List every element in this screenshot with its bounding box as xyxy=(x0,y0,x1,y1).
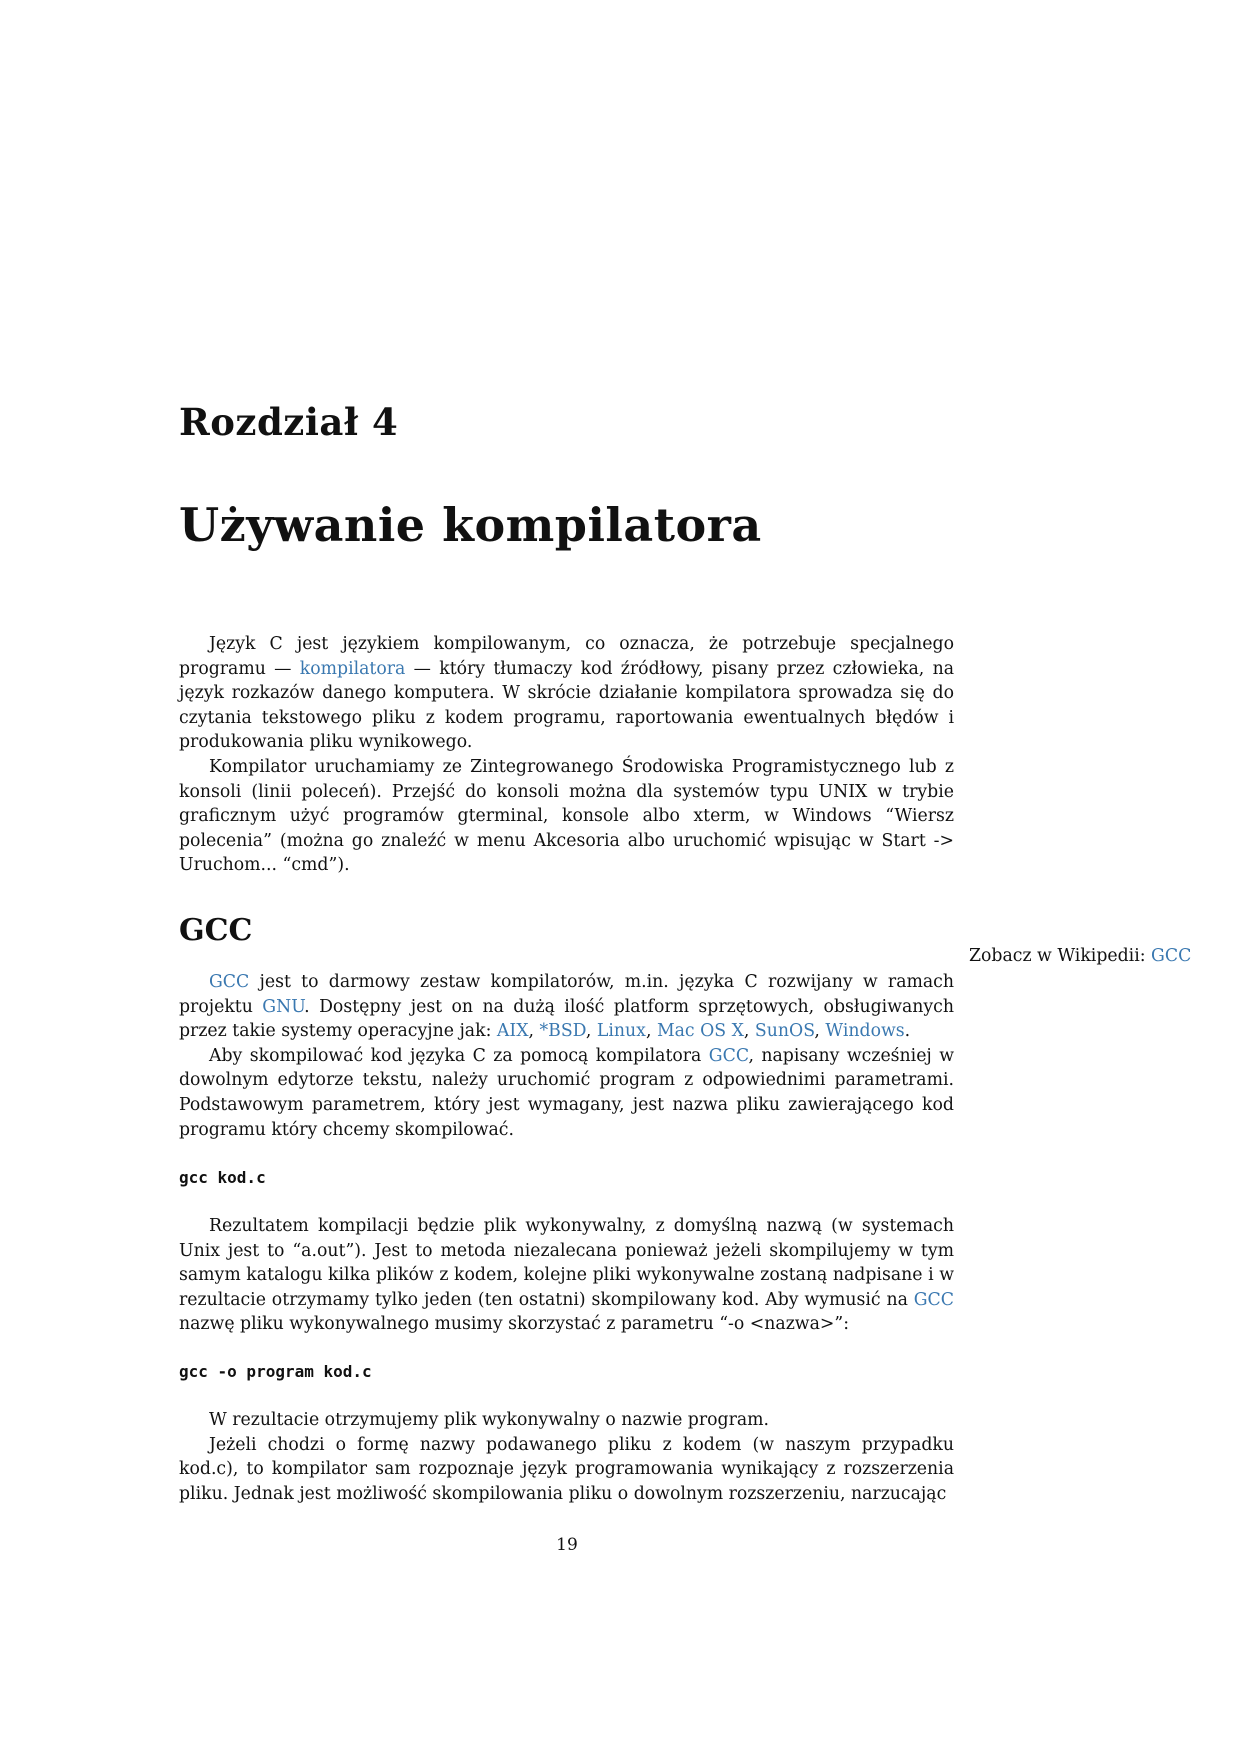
separator: , xyxy=(528,1021,540,1042)
gcc-text-1 xyxy=(179,970,954,1142)
link-gcc[interactable]: GCC xyxy=(209,972,250,992)
link-gcc-3[interactable]: GCC xyxy=(913,1289,954,1310)
code-example-2: gcc -o program kod.c xyxy=(179,1362,372,1381)
intro-text xyxy=(179,632,954,878)
gcc-paragraph-3 xyxy=(179,1214,954,1337)
chapter-title: Używanie kompilatora xyxy=(179,498,762,552)
text-run: nazwę pliku wykonywalnego musimy skorzystać z parametru “-o <nazwa>”: xyxy=(179,1314,850,1335)
gcc-paragraph-2 xyxy=(179,1044,954,1142)
gcc-text-3 xyxy=(179,1408,954,1506)
wikipedia-margin-note xyxy=(969,946,1229,966)
chapter-label: Rozdział 4 xyxy=(179,400,399,444)
link-os-sunos[interactable]: SunOS xyxy=(754,1021,815,1042)
separator: , xyxy=(585,1021,597,1042)
gcc-text-2 xyxy=(179,1214,954,1337)
intro-paragraph-2: Kompilator uruchamiamy ze Zintegrowanego Środowiska Programistycznego lub z konsoli (linii poleceń). Przejść do konsoli można dla systemów typu UNIX w trybie graficznym użyć programów gterminal, konsole albo xterm, w Windows “Wiersz polecenia” (można go znaleźć w menu Akcesoria albo uruchomić wpisując w Start -> Uruchom... “cmd”). xyxy=(179,756,954,876)
link-os-aix[interactable]: AIX xyxy=(496,1021,529,1042)
link-os-linux[interactable]: Linux xyxy=(596,1021,646,1042)
link-gcc-2[interactable]: GCC xyxy=(708,1045,749,1066)
page-number: 19 xyxy=(556,1535,578,1555)
margin-note-text: Zobacz w Wikipedii: xyxy=(969,946,1152,966)
text-run: Rezultatem kompilacji będzie plik wykonywalny, z domyślną nazwą (w systemach Unix jest to “a.out”). Jest to metoda niezalecana ponieważ jeżeli skompilujemy w tym samym katalogu kilka plików z kodem, kolejne pliki wykonywalne zostaną nadpisane i w rezultacie otrzymamy tylko jeden (ten ostatni) skompilowany kod. Aby wymusić na xyxy=(179,1216,954,1310)
text-run: Aby skompilować kod języka C za pomocą kompilatora xyxy=(209,1045,709,1066)
section-heading-gcc: GCC xyxy=(179,913,253,948)
text-run: . xyxy=(904,1021,911,1042)
separator: , xyxy=(743,1021,755,1042)
link-os-macosx[interactable]: Mac OS X xyxy=(656,1021,744,1042)
text-run: — który tłumaczy kod źródłowy, pisany przez człowieka, na język rozkazów danego komputera. W skrócie działanie kompilatora sprowadza się do czytania tekstowego pliku z kodem programu, raportowania ewentualnych błędów i produkowania pliku wynikowego. xyxy=(179,658,955,753)
separator: , xyxy=(645,1021,657,1042)
gcc-paragraph-4: W rezultacie otrzymujemy plik wykonywalny o nazwie program. xyxy=(209,1410,770,1430)
link-gnu[interactable]: GNU xyxy=(262,996,305,1017)
code-example-1: gcc kod.c xyxy=(179,1168,266,1187)
link-os-windows[interactable]: Windows xyxy=(825,1021,905,1042)
text-run: Język C jest językiem kompilowanym, co oznacza, że potrzebuje specjalnego programu — xyxy=(179,634,954,679)
text-run: . Dostępny jest on na dużą ilość platform sprzętowych, obsługiwanych przez takie systemy operacyjne jak: xyxy=(179,996,954,1042)
text-run: , napisany wcześniej w dowolnym edytorze tekstu, należy uruchomić program z odpowiednimi parametrami. Podstawowym parametrem, który jest wymagany, jest nazwa pliku zawierającego kod programu który chcemy skompilować. xyxy=(179,1045,955,1140)
intro-paragraph-1 xyxy=(179,632,954,755)
link-wikipedia-gcc[interactable]: GCC xyxy=(1151,946,1192,966)
separator: , xyxy=(814,1021,826,1042)
text-run: jest to darmowy zestaw kompilatorów, m.in. języka C rozwijany w ramach projektu xyxy=(179,972,954,1017)
link-os-bsd[interactable]: *BSD xyxy=(539,1021,586,1042)
gcc-paragraph-1 xyxy=(179,970,954,1044)
gcc-paragraph-5: Jeżeli chodzi o formę nazwy podawanego pliku z kodem (w naszym przypadku kod.c), to kompilator sam rozpoznaje język programowania wynikający z rozszerzenia pliku. Jednak jest możliwość skompilowania pliku o dowolnym rozszerzeniu, narzucając xyxy=(179,1434,954,1504)
link-kompilatora[interactable]: kompilatora xyxy=(299,658,406,679)
